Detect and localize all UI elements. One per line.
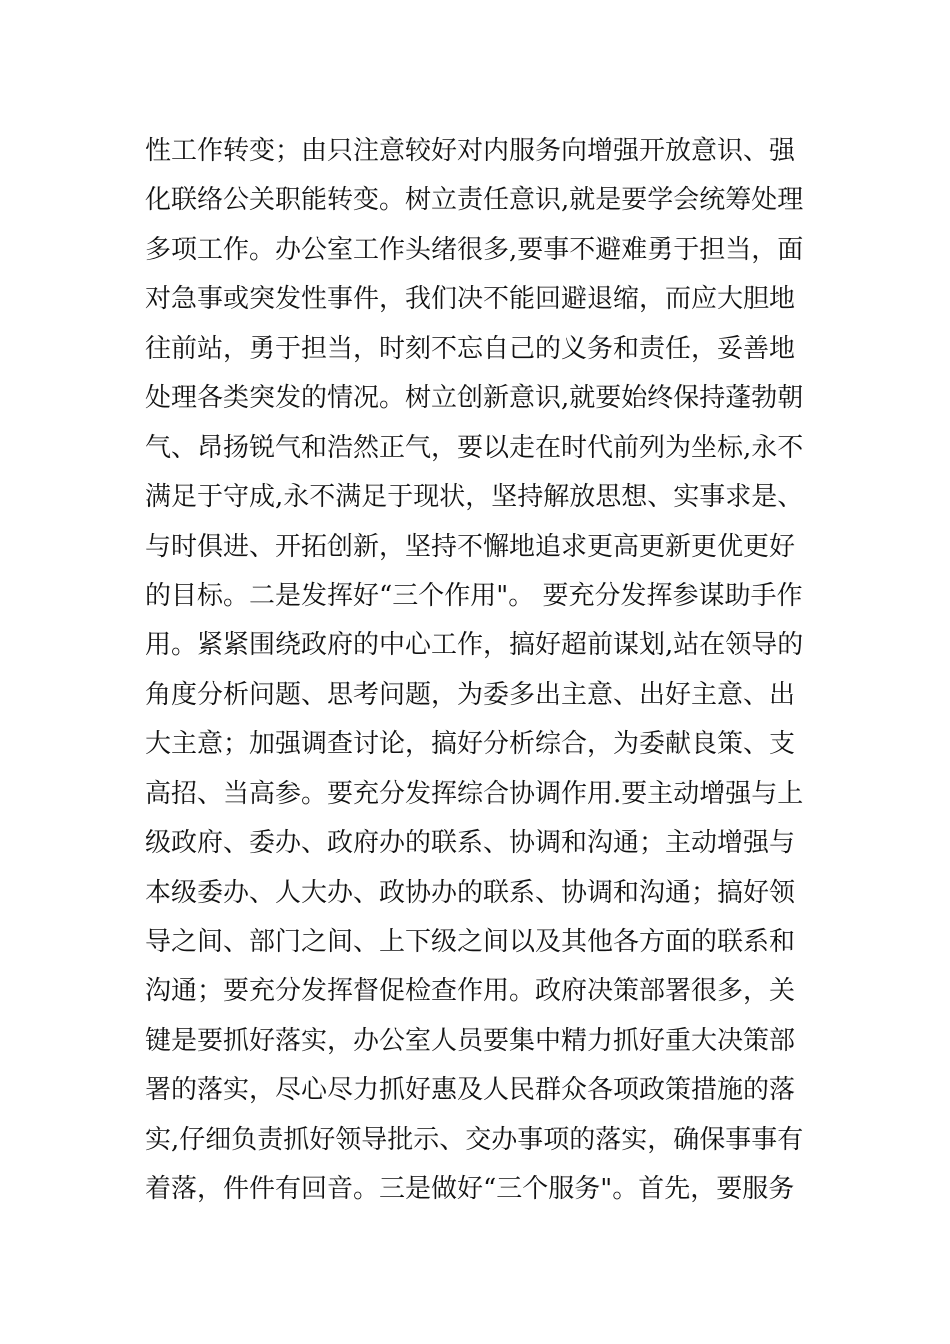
text-line: 对急事或突发性事件，我们决不能回避退缩，而应大胆地 <box>145 284 796 315</box>
text-line: 实,仔细负责抓好领导批示、交办事项的落实，确保事事有 <box>145 1124 804 1155</box>
text-line: 导之间、部门之间、上下级之间以及其他各方面的联系和 <box>145 927 796 957</box>
text-line: 往前站，勇于担当，时刻不忘自己的义务和责任，妥善地 <box>145 333 796 364</box>
text-line: 的目标。二是发挥好“三个作用"。 要充分发挥参谋助手作 <box>145 580 803 611</box>
text-line: 署的落实，尽心尽力抓好惠及人民群众各项政策措施的落 <box>145 1075 796 1106</box>
text-line: 与时俱进、开拓创新，坚持不懈地追求更高更新更优更好 <box>145 531 796 562</box>
text-line: 用。紧紧围绕政府的中心工作，搞好超前谋划,站在领导的 <box>145 630 804 661</box>
text-line: 着落，件件有回音。三是做好“三个服务"。首先，要服务 <box>145 1174 795 1205</box>
text-line: 高招、当高参。要充分发挥综合协调作用.要主动增强与上 <box>145 778 804 809</box>
text-line: 多项工作。办公室工作头绪很多,要事不避难勇于担当，面 <box>145 234 804 265</box>
text-line: 气、昂扬锐气和浩然正气，要以走在时代前列为坐标,永不 <box>145 432 804 463</box>
text-line: 级政府、委办、政府办的联系、协调和沟通；主动增强与 <box>145 828 796 859</box>
text-line: 满足于守成,永不满足于现状，坚持解放思想、实事求是、 <box>145 482 804 513</box>
text-line: 键是要抓好落实，办公室人员要集中精力抓好重大决策部 <box>145 1025 796 1056</box>
text-line: 处理各类突发的情况。树立创新意识,就要始终保持蓬勃朝 <box>145 383 804 414</box>
text-line: 大主意；加强调查讨论，搞好分析综合，为委献良策、支 <box>145 729 796 760</box>
text-line: 角度分析问题、思考问题，为委多出主意、出好主意、出 <box>145 679 796 710</box>
text-line: 性工作转变；由只注意较好对内服务向增强开放意识、强 <box>145 136 796 166</box>
text-line: 本级委办、人大办、政协办的联系、协调和沟通；搞好领 <box>145 877 796 908</box>
text-line: 化联络公关职能转变。树立责任意识,就是要学会统筹处理 <box>145 185 804 216</box>
body-text <box>145 127 805 1215</box>
text-line: 沟通；要充分发挥督促检查作用。政府决策部署很多，关 <box>145 976 796 1007</box>
